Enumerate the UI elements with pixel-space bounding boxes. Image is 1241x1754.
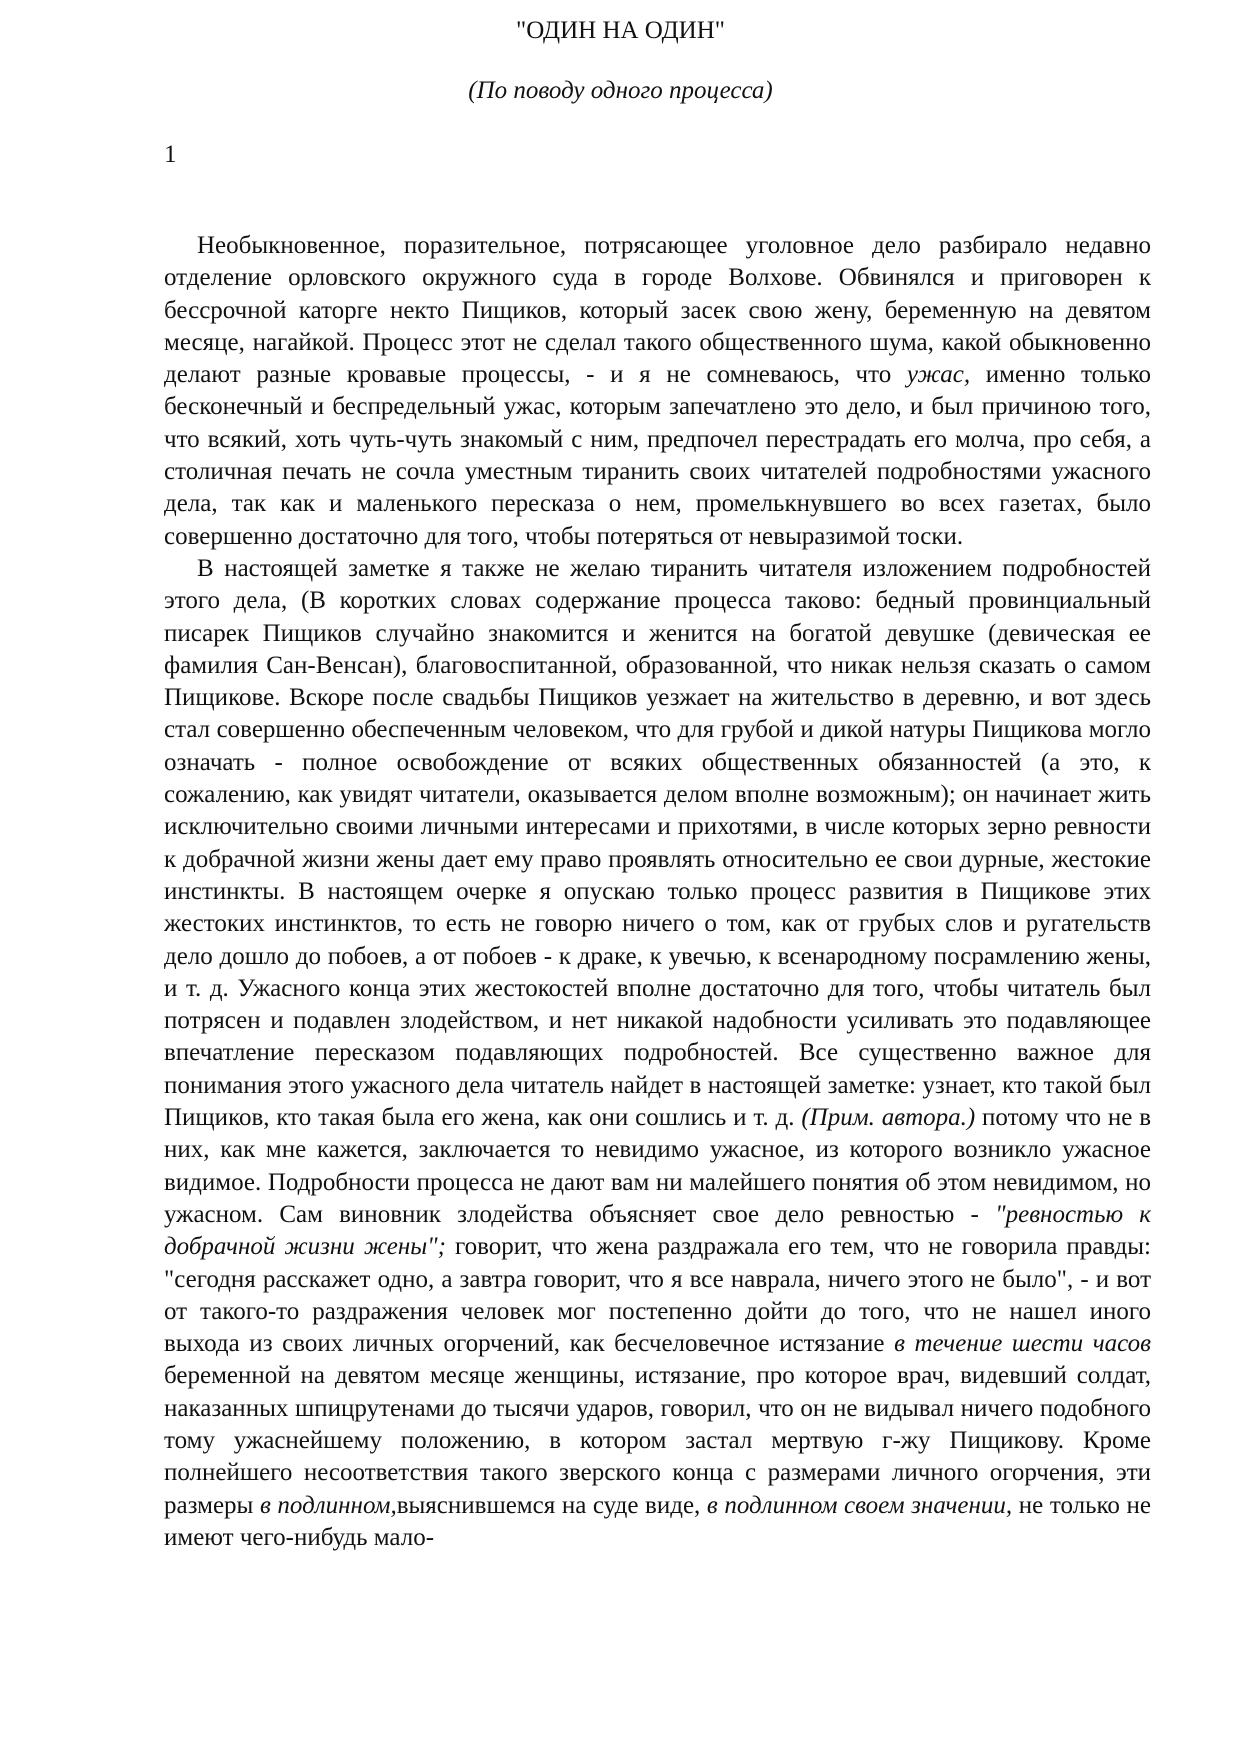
paragraph-2-italic-4: в подлинном,: [259, 1491, 397, 1519]
paragraph-1-text-1: Необыкновенное, поразительное, потрясающее уголовное дело разбирало недавно отделение орловского окружного суда в городе Волхове. Обвинялся и приговорен к бессрочной каторге некто Пищиков, который засек свою жену, беременную на девятом месяце, нагайкой. Процесс этот не сделал такого общественного шума, какой обыкновенно делают разные кровавые процессы, - и я не сомневаюсь, что: [164, 232, 1151, 389]
paragraph-2-text-1: В настоящей заметке я также не желаю тиранить читателя изложением подробностей этого дела, (В коротких словах содержание процесса таково: бедный провинциальный писарек Пищиков случайно знакомится и женится на богатой девушке (девическая ее фамилия Сан-Венсан), благовоспитанной, образованной, что никак нельзя сказать о самом Пищикове. Вскоре после свадьбы Пищиков уезжает на жительство в деревню, и вот здесь стал совершенно обеспеченным человеком, что для грубой и дикой натуры Пищикова могло означать - полное освобождение от всяких общественных обязанностей (а это, к сожалению, как увидят читатели, оказывается делом вполне возможным); он начинает жить исключительно своими личными интересами и прихотями, в числе которых зерно ревности к добрачной жизни жены дает ему право проявлять относительно ее свои дурные, жестокие инстинкты. В настоящем очерке я опускаю только процесс развития в Пищикове этих жестоких инстинктов, то есть не говорю ничего о том, как от грубых слов и ругательств дело дошло до побоев, а от побоев - к драке, к увечью, к всенародному посрамлению жены, и т. д. Ужасного конца этих жестокостей вполне достаточно для того, чтобы читатель был потрясен и подавлен злодейством, и нет никакой надобности усиливать это подавляющее впечатление пересказом подавляющих подробностей. Все существенно важное для понимания этого ужасного дела читатель найдет в настоящей заметке: узнает, кто такой был Пищиков, кто такая была его жена, как они сошлись и т. д.: [164, 554, 1151, 1132]
document-body: [164, 230, 1151, 1554]
paragraph-2-italic-1: (Прим. автора.): [801, 1104, 976, 1132]
paragraph-1: [164, 230, 1151, 553]
paragraph-2-text-2: потому что не в них, как мне кажется, заключается то невидимо ужасное, из которого возникло ужасное видимое. Подробности процесса не дают вам ни малейшего понятия об этом невидимом, но ужасном. Сам виновник злодейства объясняет свое дело ревностью -: [164, 1104, 1151, 1228]
paragraph-2-italic-3: в течение шести часов: [894, 1330, 1151, 1358]
paragraph-2: [164, 553, 1151, 1554]
document-subtitle: (По поводу одного процесса): [468, 77, 773, 104]
paragraph-2-italic-2: "ревностью к добрачной жизни жены";: [164, 1200, 1152, 1261]
paragraph-1-italic-1: ужас,: [906, 361, 971, 389]
document-title: "ОДИН НА ОДИН": [516, 17, 725, 44]
chapter-number: 1: [164, 141, 177, 168]
paragraph-2-text-5: выяснившемся на суде виде,: [396, 1491, 707, 1519]
paragraph-2-italic-5: в подлинном своем значении,: [706, 1491, 1013, 1519]
paragraph-2-text-4: беременной на девятом месяце женщины, истязание, про которое врач, видевший солдат, наказанных шпицрутенами до тысячи ударов, говорил, что он не видывал ничего подобного тому ужаснейшему положению, в котором застал мертвую г-жу Пищикову. Кроме полнейшего несоответствия такого зверского конца с размерами личного огорчения, эти размеры: [164, 1362, 1151, 1519]
paragraph-2-text-6: не только не имеют чего-нибудь мало-: [164, 1491, 1151, 1551]
paragraph-2-text-3: говорит, что жена раздражала его тем, что не говорила правды: "сегодня расскажет одно, а завтра говорит, что я все наврала, ничего этого не было", - и вот от такого-то раздражения человек мог постепенно дойти до того, что не нашел иного выхода из своих личных огорчений, как бесчеловечное истязание: [164, 1233, 1151, 1358]
paragraph-1-text-2: именно только бесконечный и беспредельный ужас, которым запечатлено это дело, и был причиною того, что всякий, хоть чуть-чуть знакомый с ним, предпочел перестрадать его молча, про себя, а столичная печать не сочла уместным тиранить своих читателей подробностями ужасного дела, так как и маленького пересказа о нем, промелькнувшего во всех газетах, было совершенно достаточно для того, чтобы потеряться от невыразимой тоски.: [164, 361, 1151, 550]
